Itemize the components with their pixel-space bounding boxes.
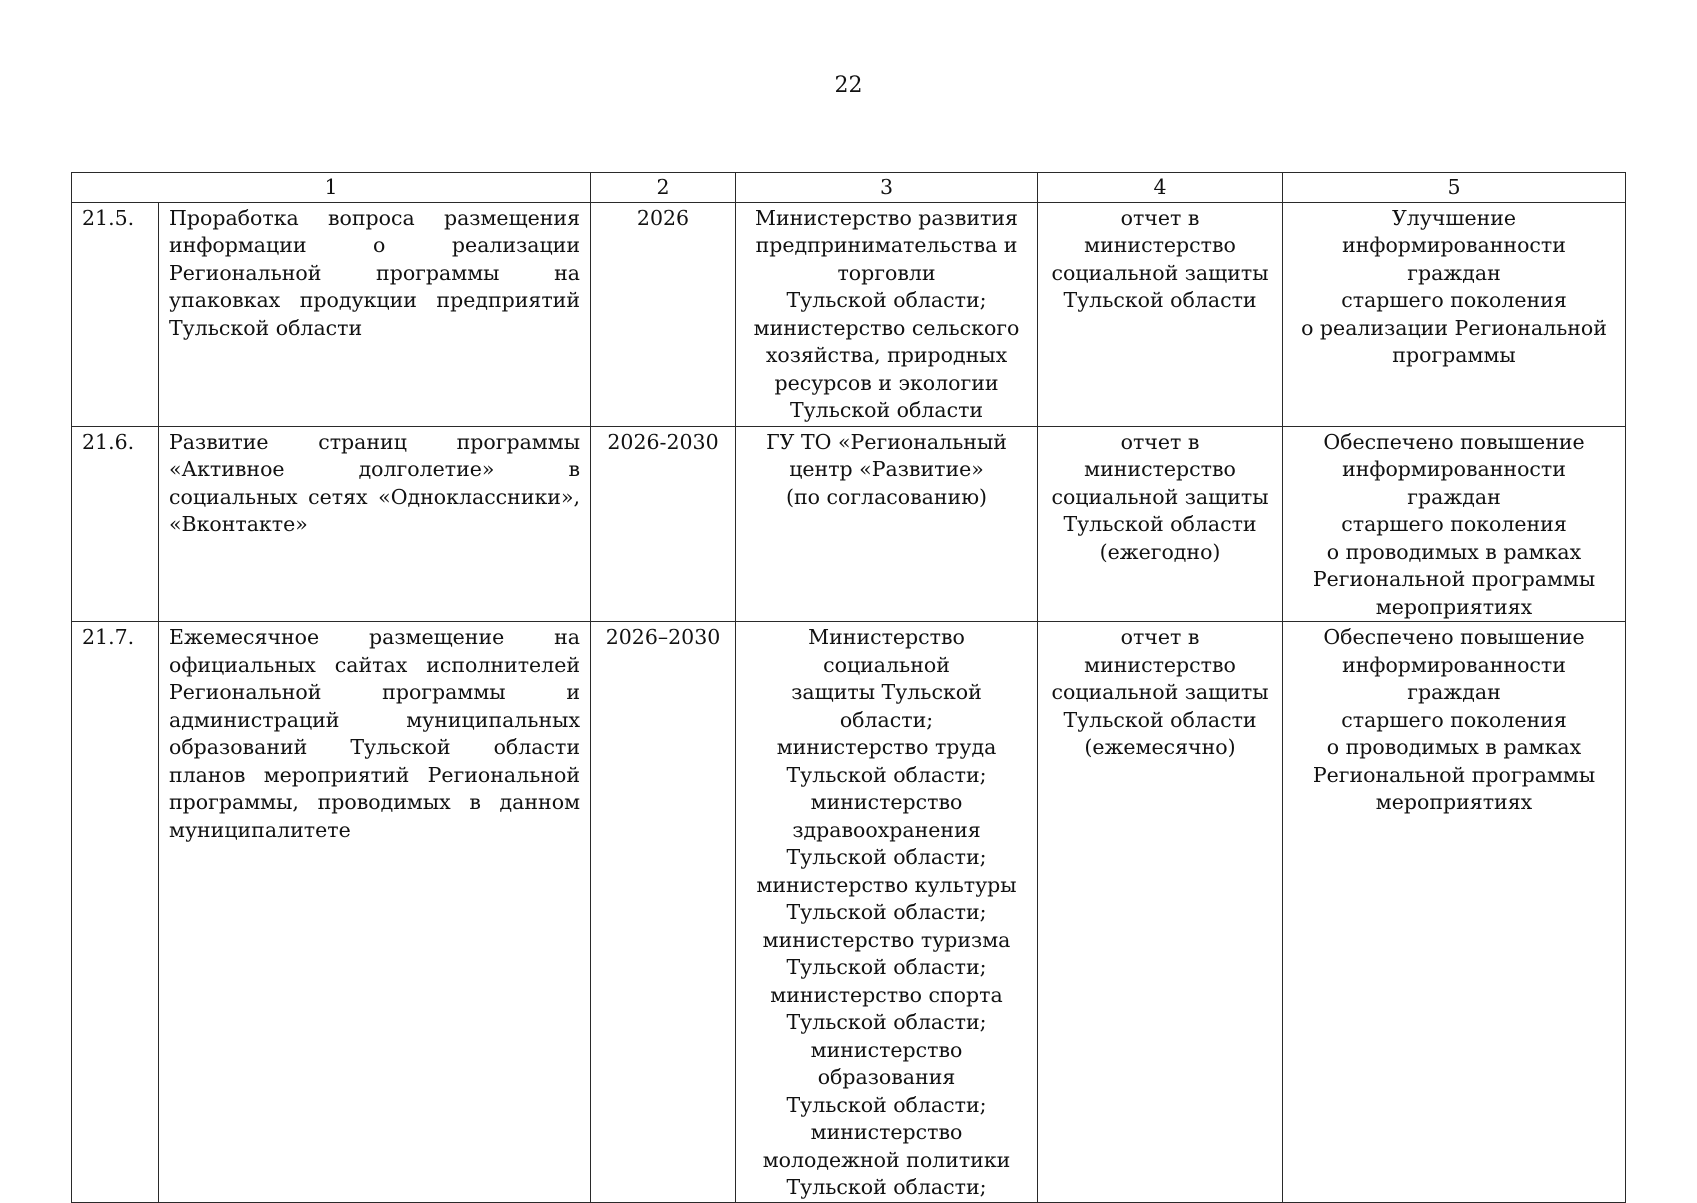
- report-cell: [1038, 622, 1283, 1203]
- result-line: информированности граждан: [1342, 233, 1566, 285]
- result-line: информированности граждан: [1342, 457, 1566, 509]
- table-body: [72, 202, 1626, 1202]
- result-line: программы: [1392, 343, 1516, 367]
- result-line: Обеспечено повышение: [1323, 429, 1585, 454]
- executor-line: министерство: [810, 1120, 963, 1144]
- implementation-period: 2026: [591, 202, 736, 426]
- report-line: (ежегодно): [1099, 539, 1221, 564]
- item-number: 21.5.: [72, 202, 159, 426]
- report-line: министерство: [1084, 457, 1236, 481]
- executor-line: ГУ ТО «Региональный: [766, 429, 1007, 454]
- result-line: Улучшение: [1391, 205, 1517, 230]
- implementation-period: 2026-2030: [591, 426, 736, 622]
- report-line: социальной защиты: [1051, 260, 1269, 285]
- report-line: Тульской области: [1063, 512, 1257, 536]
- executors-cell: [736, 622, 1038, 1203]
- result-line: Обеспечено повышение: [1323, 625, 1585, 649]
- result-line: информированности граждан: [1342, 652, 1566, 704]
- report-line: отчет в: [1120, 429, 1200, 454]
- result-cell: [1283, 202, 1626, 426]
- item-number: 21.7.: [72, 622, 159, 1203]
- result-line: старшего поколения: [1341, 707, 1567, 732]
- executor-line: министерство туризма: [762, 927, 1011, 952]
- executor-line: министерство труда: [776, 735, 997, 759]
- executor-line: министерство культуры: [756, 872, 1017, 897]
- result-line: Региональной программы: [1312, 762, 1596, 787]
- executor-line: центр «Развитие»: [789, 457, 984, 481]
- table-row: [72, 426, 1626, 622]
- executors-cell: [736, 202, 1038, 426]
- executor-line: Тульской области;: [786, 900, 987, 924]
- executor-line: ресурсов и экологии: [774, 370, 999, 395]
- report-line: социальной защиты: [1051, 484, 1269, 509]
- report-cell: [1038, 202, 1283, 426]
- executor-line: Тульской области;: [786, 1175, 987, 1199]
- executor-line: (по согласованию): [785, 484, 988, 509]
- result-line: старшего поколения: [1341, 288, 1567, 312]
- result-line: о проводимых в рамках: [1326, 539, 1582, 564]
- executor-line: здравоохранения: [792, 817, 981, 842]
- executor-line: защиты Тульской области;: [791, 680, 982, 732]
- report-line: отчет в: [1120, 205, 1200, 230]
- report-line: министерство: [1084, 233, 1236, 257]
- executors-cell: [736, 426, 1038, 622]
- report-cell: [1038, 426, 1283, 622]
- result-line: мероприятиях: [1375, 594, 1533, 619]
- result-cell: [1283, 426, 1626, 622]
- executor-line: министерство: [810, 790, 963, 814]
- header-cell-2: 2: [591, 173, 736, 203]
- executor-line: молодежной политики: [762, 1147, 1011, 1172]
- result-cell: [1283, 622, 1626, 1203]
- executor-line: министерство спорта: [770, 982, 1003, 1007]
- table-row: [72, 202, 1626, 426]
- executor-line: хозяйства, природных: [765, 343, 1008, 367]
- executor-line: министерство сельского: [753, 315, 1020, 340]
- result-line: о реализации Региональной: [1301, 315, 1607, 340]
- report-line: министерство: [1084, 652, 1236, 677]
- executor-line: министерство образования: [810, 1037, 963, 1089]
- item-number: 21.6.: [72, 426, 159, 622]
- executor-line: Министерство развития: [755, 205, 1018, 230]
- executor-line: Тульской области: [789, 398, 984, 422]
- table-row: [72, 622, 1626, 1203]
- page-number: 22: [834, 73, 863, 98]
- executor-line: Министерство социальной: [808, 625, 965, 677]
- report-line: отчет в: [1120, 625, 1200, 649]
- report-line: Тульской области: [1063, 288, 1257, 312]
- plan-table: [71, 172, 1626, 1203]
- executor-line: Тульской области;: [786, 762, 987, 787]
- result-line: Региональной программы: [1312, 567, 1596, 591]
- report-line: социальной защиты: [1051, 680, 1269, 704]
- header-cell-1: 1: [72, 173, 591, 203]
- header-row: [72, 173, 1626, 203]
- activity-description: Проработка вопроса размещения информации о реализации Региональной программы на упаковках продукции предприятий Тульской области: [159, 202, 591, 426]
- report-line: (ежемесячно): [1084, 735, 1236, 759]
- executor-line: Тульской области;: [786, 955, 987, 979]
- header-cell-3: 3: [736, 173, 1038, 203]
- header-cell-5: 5: [1283, 173, 1626, 203]
- executor-line: Тульской области;: [786, 1092, 987, 1117]
- result-line: мероприятиях: [1375, 790, 1533, 814]
- header-cell-4: 4: [1038, 173, 1283, 203]
- activity-description: Развитие страниц программы «Активное долголетие» в социальных сетях «Одноклассники», «Вконтакте»: [159, 426, 591, 622]
- executor-line: предпринимательства и: [755, 233, 1018, 257]
- executor-line: Тульской области;: [786, 845, 987, 869]
- executor-line: торговли: [837, 260, 936, 285]
- result-line: старшего поколения: [1341, 512, 1567, 536]
- executor-line: Тульской области;: [786, 288, 987, 312]
- report-line: Тульской области: [1063, 707, 1257, 732]
- result-line: о проводимых в рамках: [1326, 735, 1582, 759]
- activity-description: Ежемесячное размещение на официальных сайтах исполнителей Региональной программы и администраций муниципальных образований Тульской области планов мероприятий Региональной программы, проводимых в данном муниципалитете: [159, 622, 591, 1203]
- executor-line: Тульской области;: [786, 1010, 987, 1034]
- implementation-period: 2026–2030: [591, 622, 736, 1203]
